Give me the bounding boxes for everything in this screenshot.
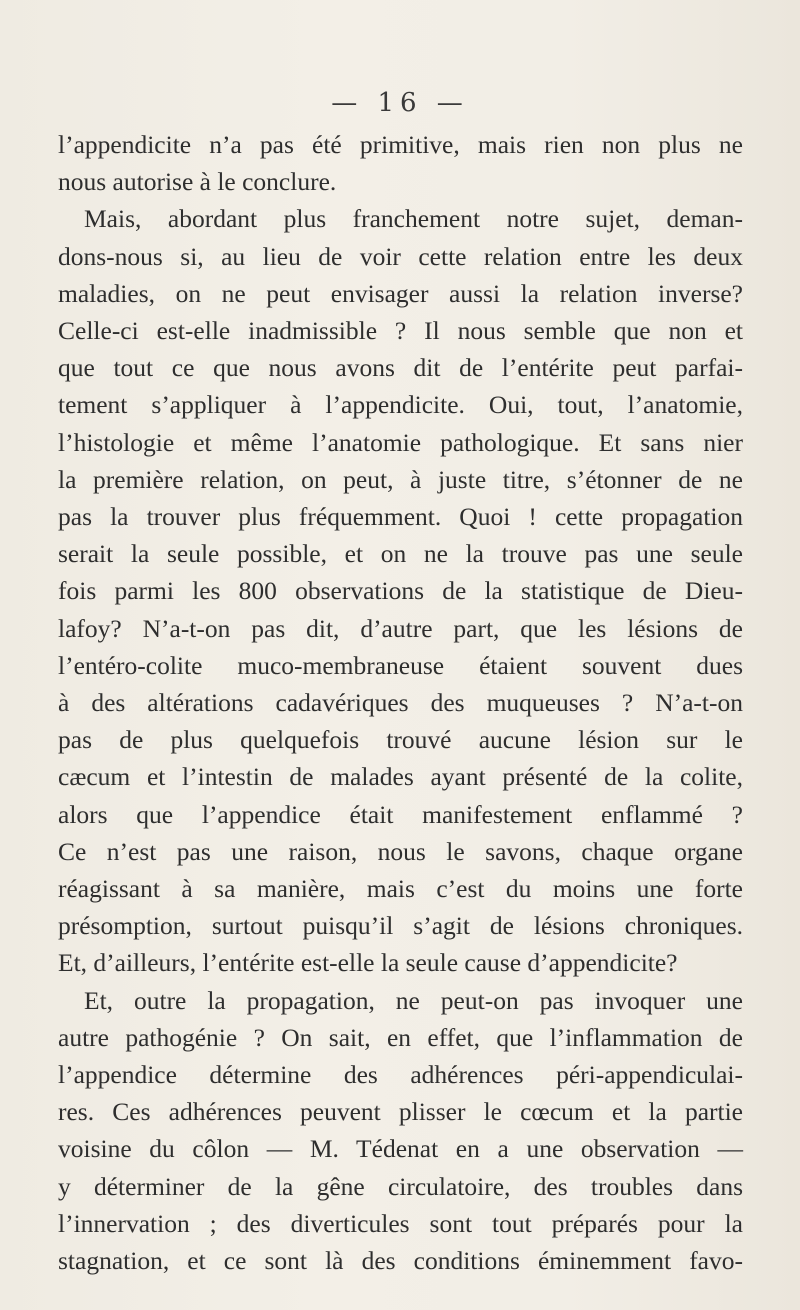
text-line: à des altérations cadavériques des muqueuses ? N’a-t-on xyxy=(58,688,743,718)
page-number: — 16 — xyxy=(331,88,469,118)
text-line: nous autorise à le conclure. xyxy=(58,167,337,197)
text-line: Et, d’ailleurs, l’entérite est-elle la seule cause d’appendicite? xyxy=(58,948,678,978)
text-line: l’histologie et même l’anatomie pathologique. Et sans nier xyxy=(58,427,743,457)
text-line: que tout ce que nous avons dit de l’entérite peut parfai- xyxy=(58,353,743,383)
text-line: Celle-ci est-elle inadmissible ? Il nous semble que non et xyxy=(58,316,743,346)
text-line: réagissant à sa manière, mais c’est du moins une forte xyxy=(58,874,743,904)
paragraph-start-line: Mais, abordant plus franchement notre sujet, deman- xyxy=(84,204,743,234)
text-line: stagnation, et ce sont là des conditions éminemment favo- xyxy=(58,1246,743,1276)
text-line: Ce n’est pas une raison, nous le savons, chaque organe xyxy=(58,836,743,866)
body-text xyxy=(58,126,743,1279)
text-line: voisine du côlon — M. Tédenat en a une observation — xyxy=(58,1134,743,1164)
text-line: la première relation, on peut, à juste titre, s’étonner de ne xyxy=(58,464,743,494)
text-line: tement s’appliquer à l’appendicite. Oui, tout, l’anatomie, xyxy=(58,390,743,420)
text-line: serait la seule possible, et on ne la trouve pas une seule xyxy=(58,539,743,569)
text-line: présomption, surtout puisqu’il s’agit de lésions chroniques. xyxy=(58,911,743,941)
text-line: pas de plus quelquefois trouvé aucune lésion sur le xyxy=(58,725,743,755)
text-line: lafoy? N’a-t-on pas dit, d’autre part, que les lésions de xyxy=(58,613,743,643)
text-line: y déterminer de la gêne circulatoire, des troubles dans xyxy=(58,1171,743,1201)
text-line: fois parmi les 800 observations de la statistique de Dieu- xyxy=(58,576,743,606)
text-line: dons-nous si, au lieu de voir cette relation entre les deux xyxy=(58,241,743,271)
text-line: pas la trouver plus fréquemment. Quoi ! cette propagation xyxy=(58,502,743,532)
text-line: res. Ces adhérences peuvent plisser le cœcum et la partie xyxy=(58,1097,743,1127)
text-line: autre pathogénie ? On sait, en effet, que l’inflammation de xyxy=(58,1022,743,1052)
text-line: maladies, on ne peut envisager aussi la relation inverse? xyxy=(58,278,743,308)
text-line: l’appendice détermine des adhérences péri-appendiculai- xyxy=(58,1060,743,1090)
paragraph-start-line: Et, outre la propagation, ne peut-on pas invoquer une xyxy=(84,985,743,1015)
text-line: alors que l’appendice était manifestement enflammé ? xyxy=(58,799,743,829)
text-line: l’appendicite n’a pas été primitive, mais rien non plus ne xyxy=(58,130,743,159)
text-line: l’entéro-colite muco-membraneuse étaient souvent dues xyxy=(58,650,743,680)
text-line: l’innervation ; des diverticules sont tout préparés pour la xyxy=(58,1208,743,1238)
text-line: cæcum et l’intestin de malades ayant présenté de la colite, xyxy=(58,762,743,792)
